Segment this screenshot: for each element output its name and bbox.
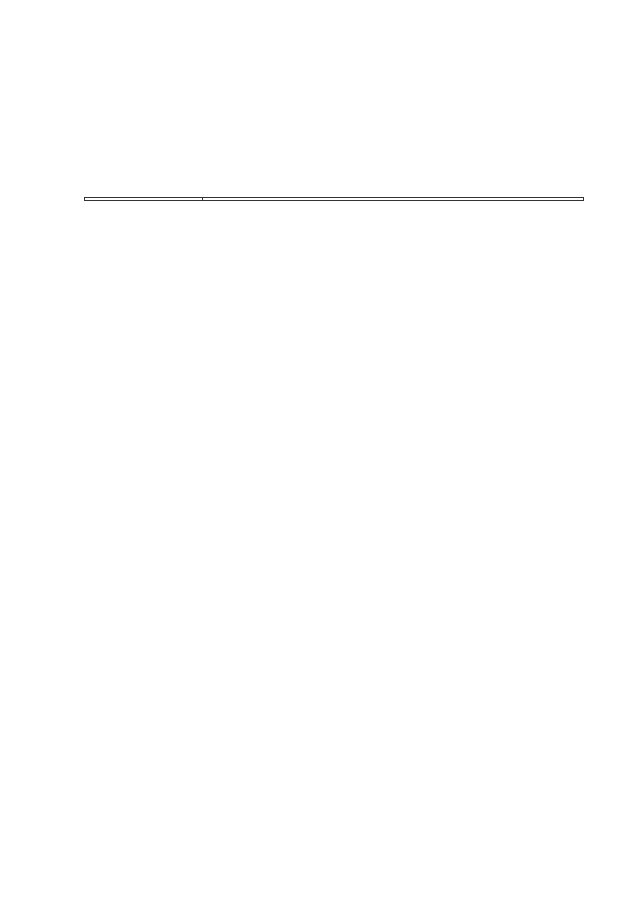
subprogram-resources-table (84, 197, 584, 201)
row-values-cell (203, 198, 584, 201)
row-label-cell (85, 198, 203, 201)
table-row (85, 198, 584, 201)
